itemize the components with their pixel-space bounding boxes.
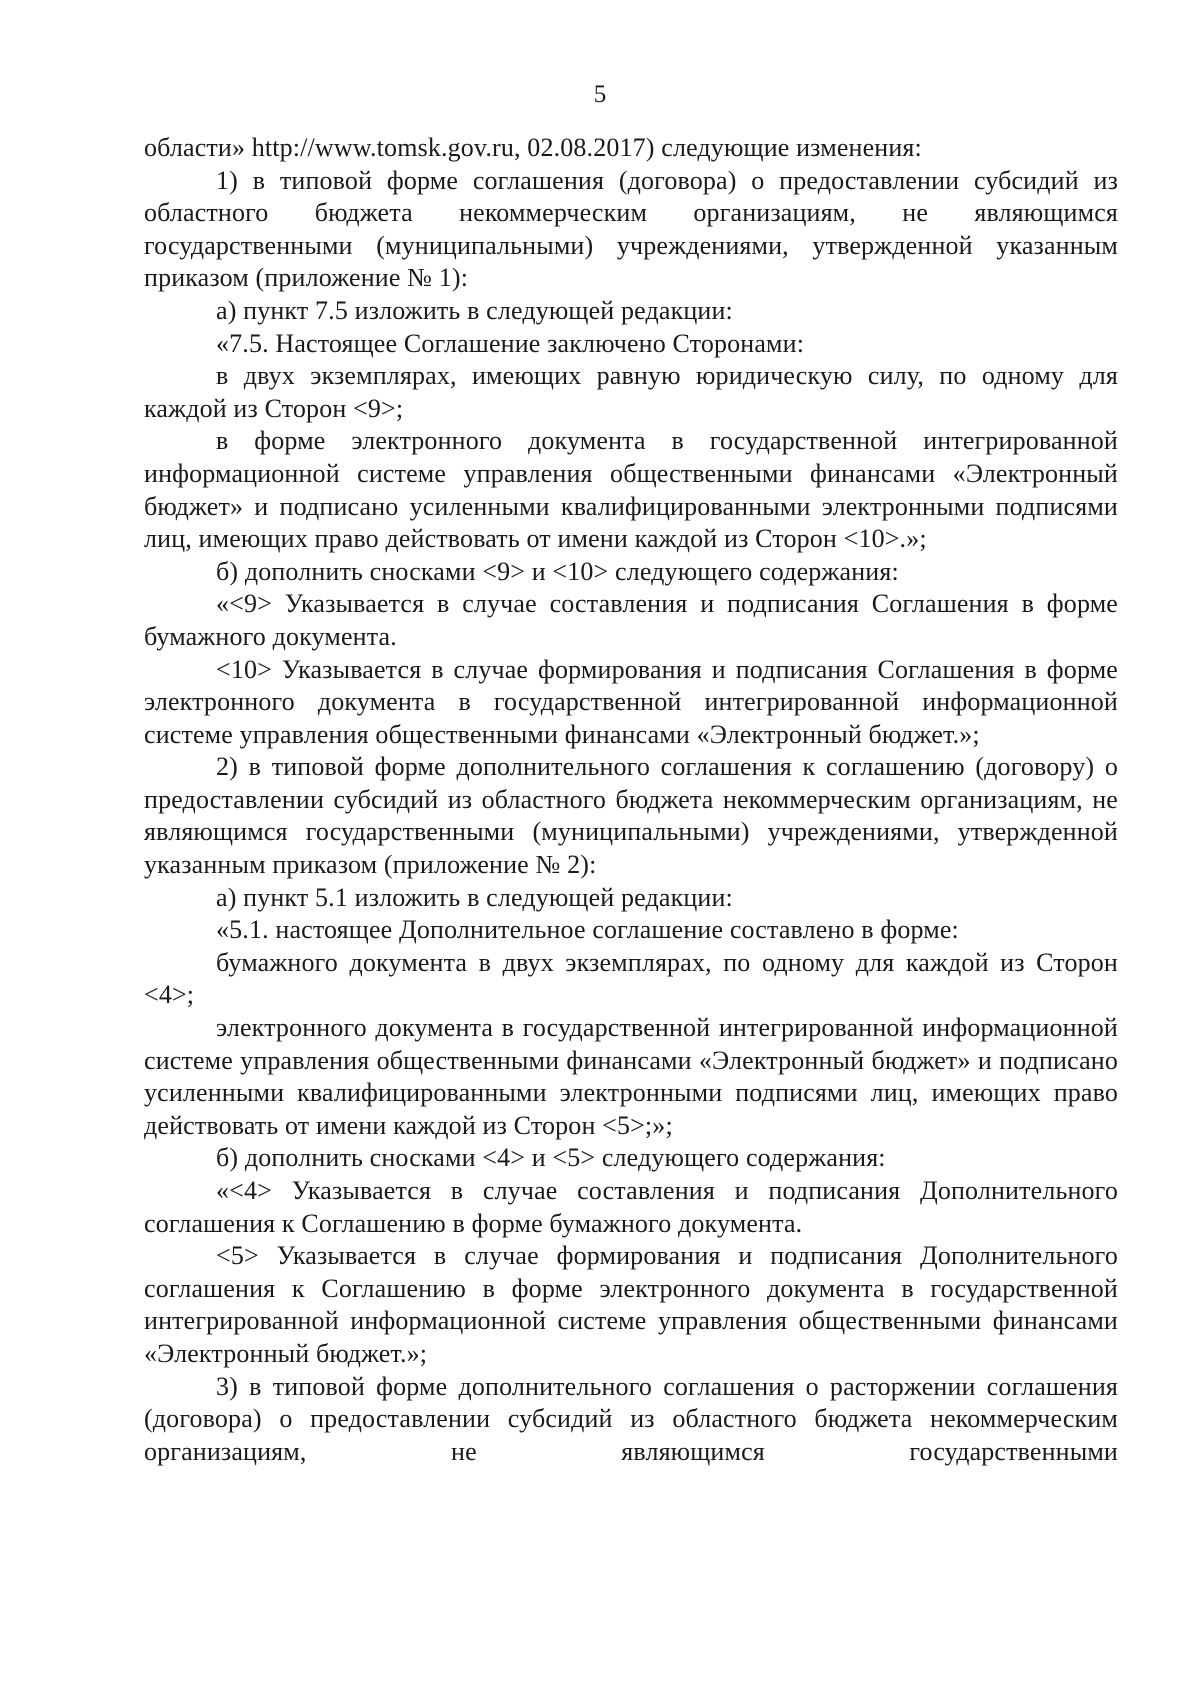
paragraph: в форме электронного документа в государственной интегрированной информационной системе управления общественными финансами «Электронный бюджет» и подписано усиленными квалифицированными электронными подписями лиц, имеющих право действовать от имени каждой из Сторон <10>.»; bbox=[144, 426, 1118, 554]
document-body bbox=[144, 132, 1118, 1468]
paragraph: бумажного документа в двух экземплярах, по одному для каждой из Сторон <4>; bbox=[144, 947, 1118, 1010]
paragraph: в двух экземплярах, имеющих равную юридическую силу, по одному для каждой из Сторон <9>; bbox=[144, 361, 1118, 423]
paragraph: б) дополнить сносками <4> и <5> следующего содержания: bbox=[216, 1143, 886, 1173]
paragraph: области» http://www.tomsk.gov.ru, 02.08.2017) следующие изменения: bbox=[144, 133, 922, 162]
paragraph: «7.5. Настоящее Соглашение заключено Сторонами: bbox=[216, 328, 805, 358]
paragraph: 3) в типовой форме дополнительного соглашения о расторжении соглашения (договора) о предоставлении субсидий из областного бюджета некоммерческим организациям, не являющимся государственными bbox=[144, 1371, 1118, 1466]
paragraph: 1) в типовой форме соглашения (договора) о предоставлении субсидий из областного бюджета некоммерческим организациям, не являющимся государственными (муниципальными) учреждениями, утвержденной указанным приказом (приложение № 1): bbox=[144, 165, 1118, 293]
paragraph: «<4> Указывается в случае составления и подписания Дополнительного соглашения к Соглашению в форме бумажного документа. bbox=[144, 1176, 1118, 1238]
paragraph: а) пункт 7.5 изложить в следующей редакции: bbox=[216, 295, 733, 325]
paragraph: а) пункт 5.1 изложить в следующей редакции: bbox=[216, 882, 733, 912]
paragraph: электронного документа в государственной интегрированной информационной системе управления общественными финансами «Электронный бюджет» и подписано усиленными квалифицированными электронными подписями лиц, имеющих право действовать от имени каждой из Сторон <5>;»; bbox=[144, 1013, 1118, 1140]
paragraph: «5.1. настоящее Дополнительное соглашение составлено в форме: bbox=[216, 915, 959, 945]
paragraph: 2) в типовой форме дополнительного соглашения к соглашению (договору) о предоставлении субсидий из областного бюджета некоммерческим организациям, не являющимся государственными (муниципальными) учреждениями, утвержденной указанным приказом (приложение № 2): bbox=[144, 752, 1118, 880]
paragraph: <5> Указывается в случае формирования и подписания Дополнительного соглашения к Соглашению в форме электронного документа в государственной интегрированной информационной системе управления общественными финансами «Электронный бюджет.»; bbox=[144, 1241, 1118, 1368]
paragraph: <10> Указывается в случае формирования и подписания Соглашения в форме электронного документа в государственной интегрированной информационной системе управления общественными финансами «Электронный бюджет.»; bbox=[144, 654, 1118, 749]
paragraph: «<9> Указывается в случае составления и подписания Соглашения в форме бумажного документа. bbox=[144, 589, 1118, 651]
page-number: 5 bbox=[593, 81, 607, 108]
paragraph: б) дополнить сносками <9> и <10> следующего содержания: bbox=[216, 556, 899, 586]
